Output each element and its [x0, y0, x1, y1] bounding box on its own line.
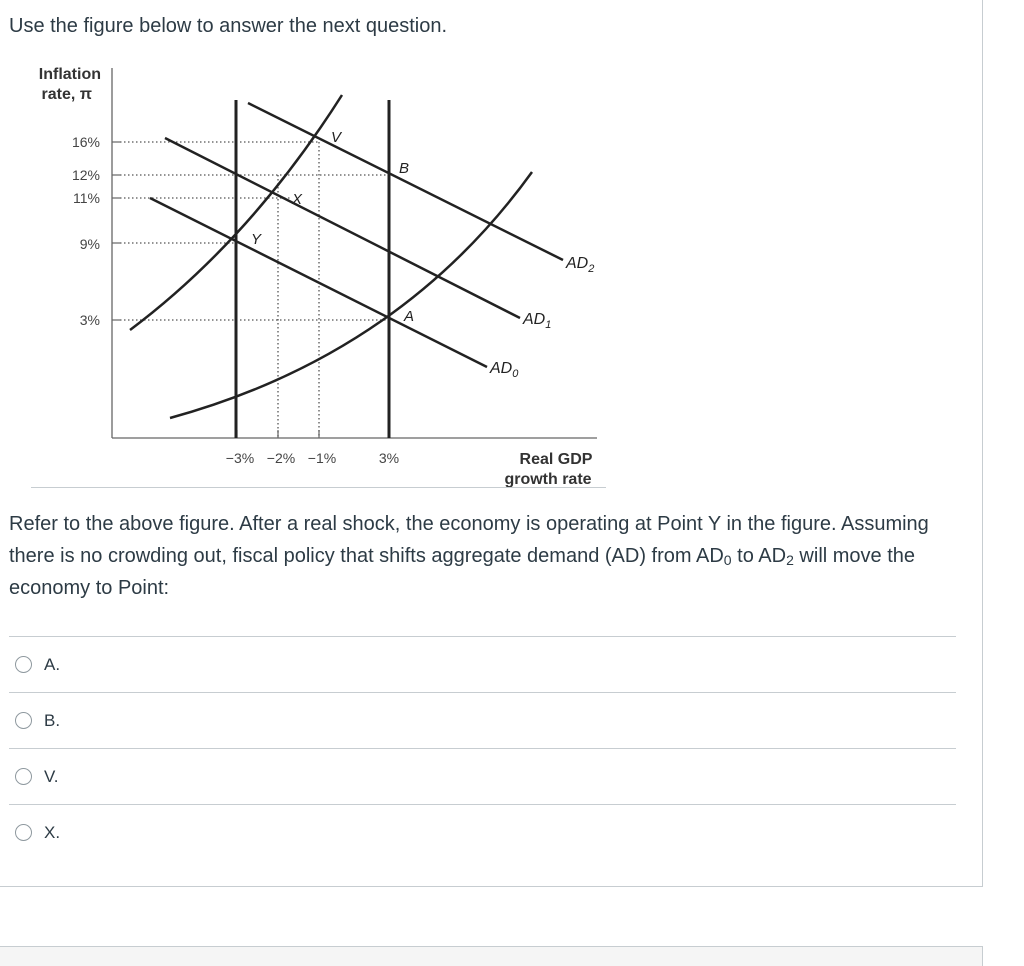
- radio-button[interactable]: [15, 656, 32, 673]
- intro-text: Use the figure below to answer the next question.: [9, 15, 448, 37]
- radio-button[interactable]: [15, 768, 32, 785]
- y-tick-label: 3%: [79, 312, 100, 328]
- curve-lower: [170, 172, 532, 418]
- figure-svg: [0, 55, 620, 495]
- answer-list: [9, 636, 956, 860]
- answer-label: X.: [44, 822, 61, 842]
- ad0-label: $AD_0$: [490, 360, 519, 380]
- radio-button[interactable]: [15, 712, 32, 729]
- answer-option-b[interactable]: [9, 692, 956, 748]
- point-label-y: Y: [251, 231, 262, 248]
- figure-divider: [31, 487, 606, 488]
- point-label-v: V: [331, 129, 342, 146]
- ad1-curve: [165, 138, 520, 318]
- answer-option-a[interactable]: [9, 636, 956, 692]
- ad1-label: $AD_1$: [523, 311, 552, 331]
- y-axis-label-2: rate, π: [41, 86, 92, 103]
- y-tick-label: 12%: [71, 167, 100, 183]
- x-axis-label: Real GDP: [519, 451, 593, 468]
- point-label-a: A: [404, 308, 415, 325]
- point-label-x: X: [292, 191, 303, 208]
- point-label-b: B: [399, 160, 410, 177]
- x-tick-label: −1%: [307, 450, 337, 466]
- ad-as-figure: [0, 55, 620, 495]
- y-axis-label: Inflation: [38, 66, 101, 83]
- ad2-curve: [248, 103, 563, 260]
- y-tick-label: 9%: [79, 236, 100, 252]
- answer-label: A.: [44, 654, 61, 674]
- question-text: Refer to the above figure. After a real shock, the economy is operating at Point Y in the figure. Assuming there is no crowding out, fiscal policy that shifts aggregate demand (AD) from $AD_0$ to $AD_2$ will move the economy to Point:: [9, 513, 929, 599]
- next-question-card: [0, 946, 983, 966]
- answer-option-x[interactable]: [9, 804, 956, 860]
- y-tick-label: 11%: [73, 190, 100, 206]
- x-tick-label: −3%: [225, 450, 255, 466]
- answer-option-v[interactable]: [9, 748, 956, 804]
- answer-label: V.: [44, 766, 59, 786]
- y-tick-label: 16%: [71, 134, 100, 150]
- x-tick-label: 3%: [378, 450, 400, 466]
- answer-label: B.: [44, 710, 61, 730]
- x-tick-label: −2%: [266, 450, 296, 466]
- x-axis-label-2: growth rate: [504, 471, 592, 488]
- radio-button[interactable]: [15, 824, 32, 841]
- ad2-label: $AD_2$: [566, 255, 595, 275]
